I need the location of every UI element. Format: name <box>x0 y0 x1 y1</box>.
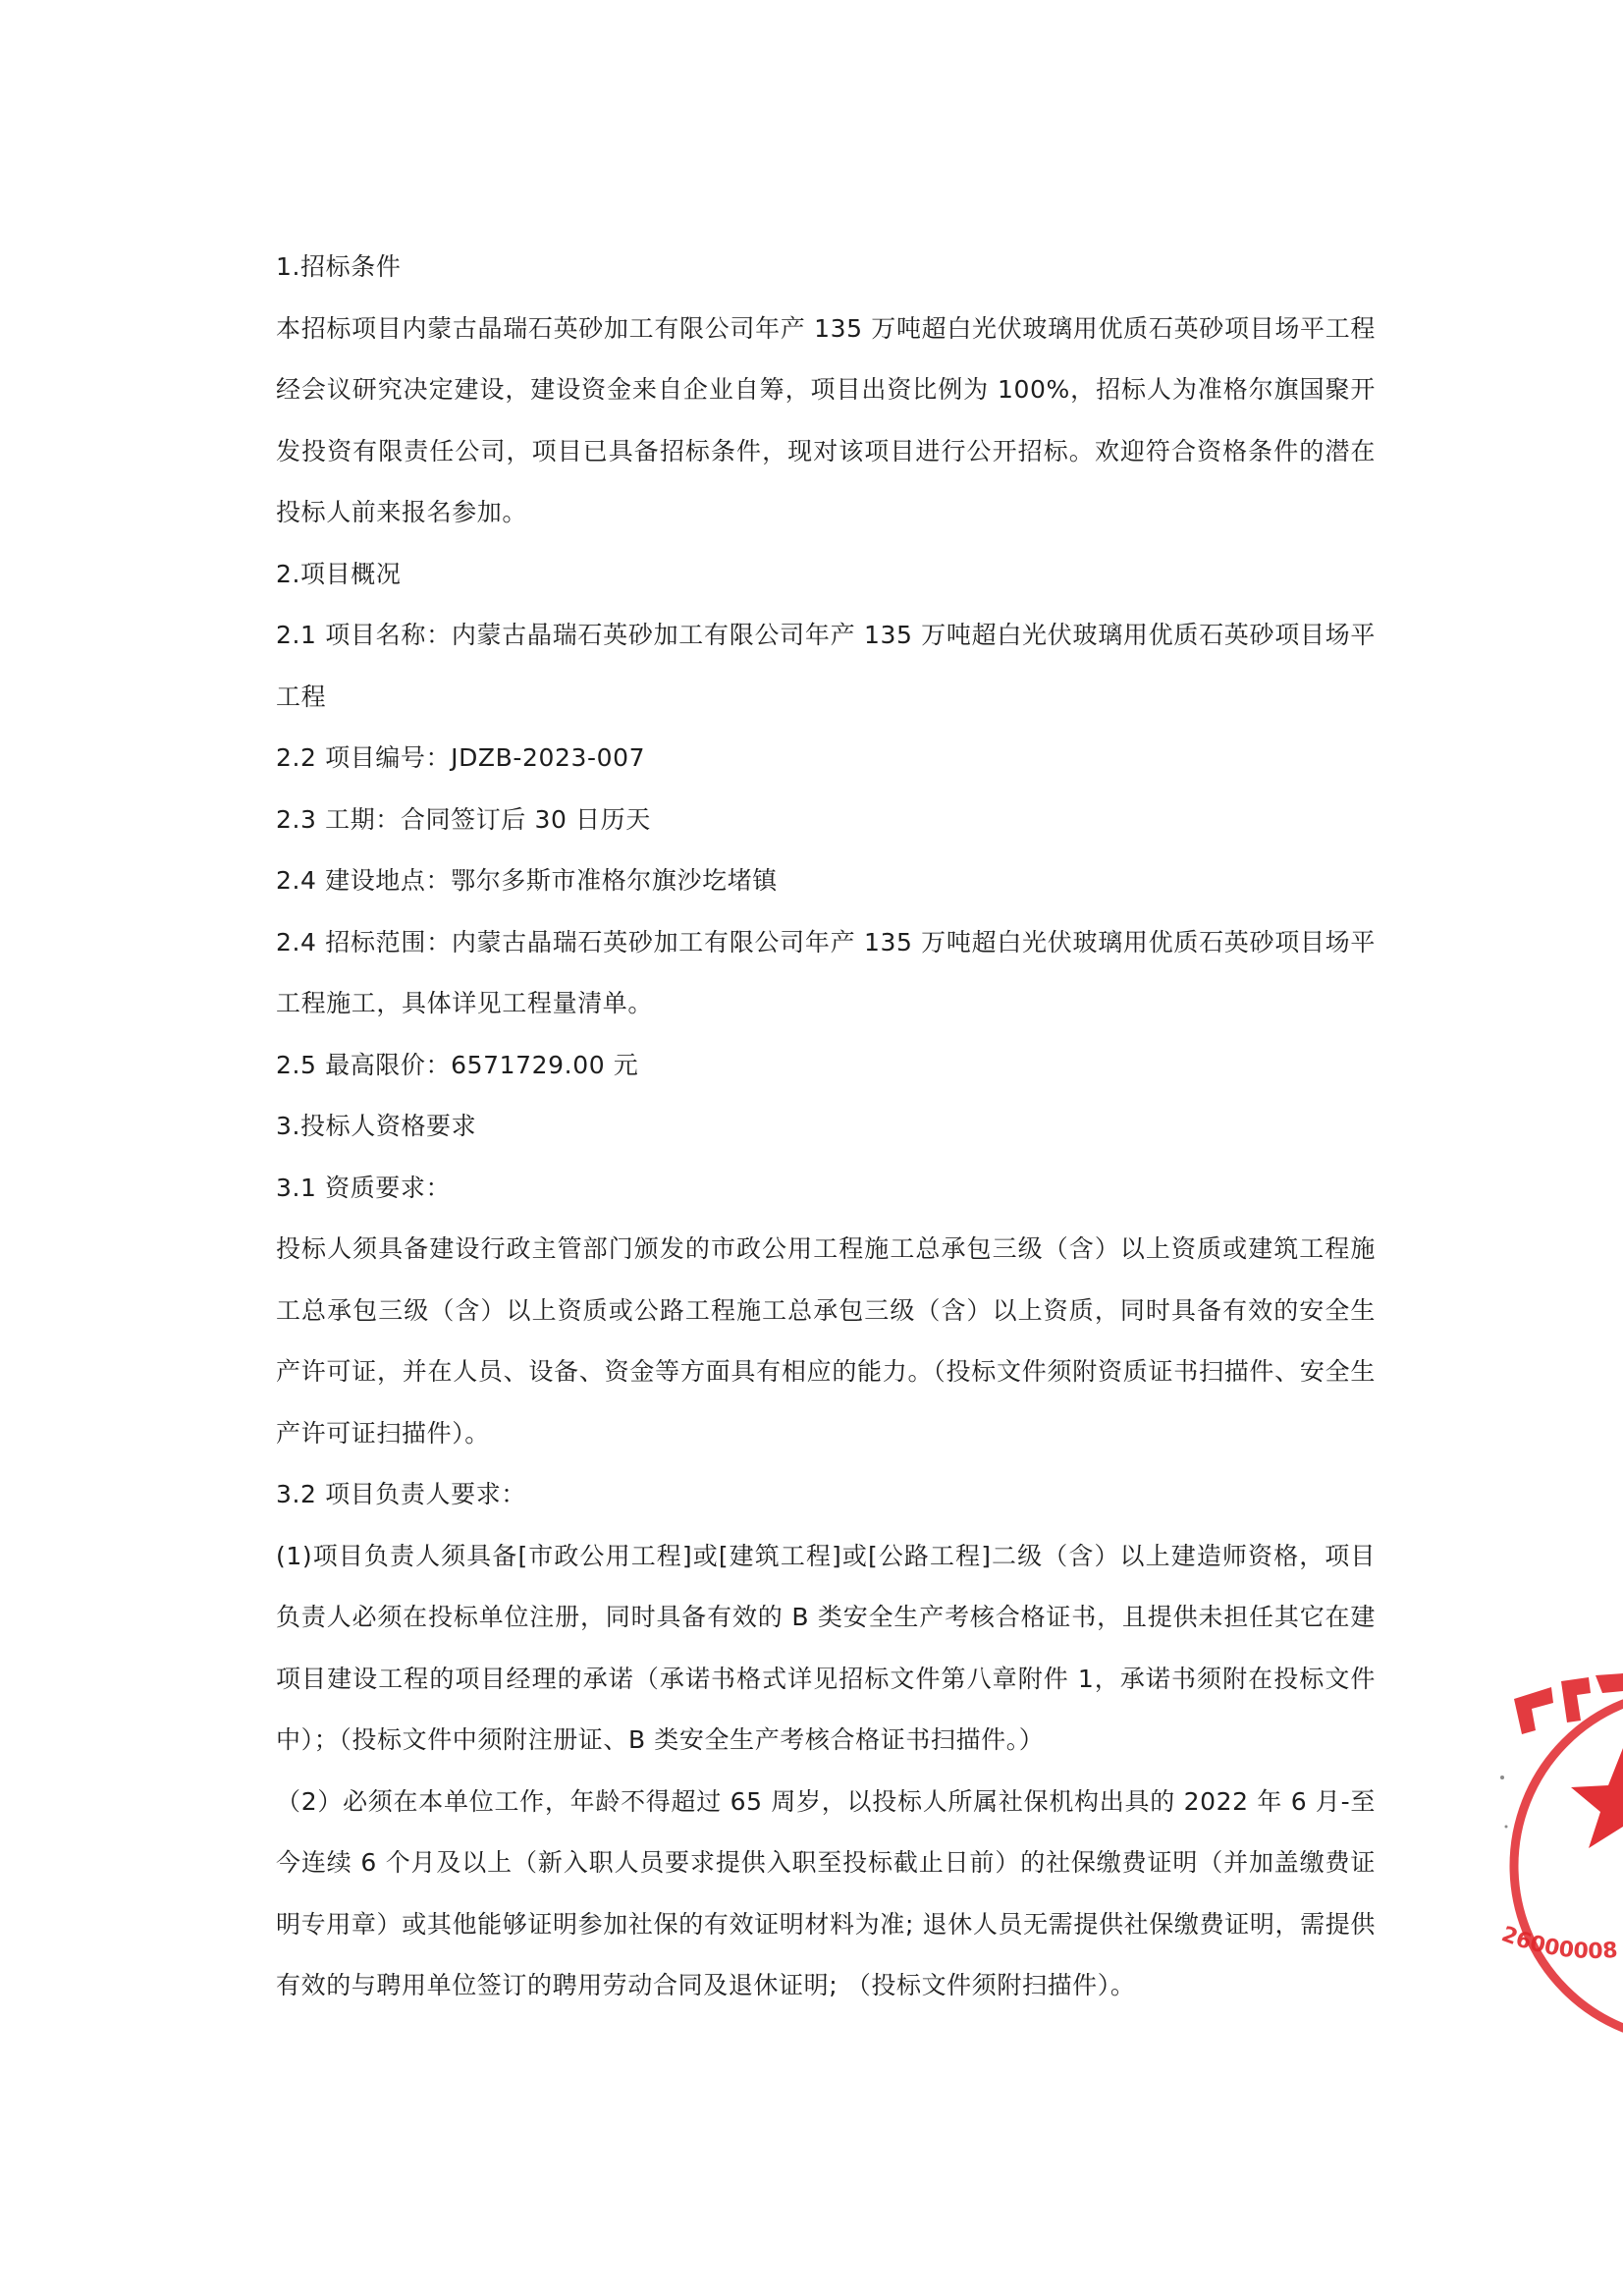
seal-star <box>1571 1748 1623 1848</box>
seal-number-text <box>1498 1922 1619 1964</box>
item-project-name: 2.1 项目名称：内蒙古晶瑞石英砂加工有限公司年产 135 万吨超白光伏玻璃用优质石英砂项目场平工程 <box>276 621 1376 711</box>
seal-speck <box>1505 1826 1508 1829</box>
item-project-number: 2.2 项目编号：JDZB-2023-007 <box>276 743 646 772</box>
item-qualification-heading: 3.1 资质要求： <box>276 1173 452 1202</box>
section-heading-3: 3.投标人资格要求 <box>276 1112 477 1140</box>
item-duration: 2.3 工期：合同签订后 30 日历天 <box>276 804 651 834</box>
paragraph-qualification: 投标人须具备建设行政主管部门颁发的市政公用工程施工总承包三级（含）以上资质或建筑工程施工总承包三级（含）以上资质或公路工程施工总承包三级（含）以上资质，同时具备有效的安全生产许可证，并在人员、设备、资金等方面具有相应的能力。（投标文件须附资质证书扫描件、安全生产许可证扫描件）。 <box>276 1234 1376 1448</box>
section-heading-1: 1.招标条件 <box>276 252 402 281</box>
item-price-limit: 2.5 最高限价：6571729.00 元 <box>276 1050 639 1079</box>
item-scope: 2.4 招标范围：内蒙古晶瑞石英砂加工有限公司年产 135 万吨超白光伏玻璃用优质石英砂项目场平工程施工，具体详见工程量清单。 <box>276 927 1376 1017</box>
partial-seal-stamp <box>1492 1669 1623 2043</box>
paragraph-manager-req-2: （2）必须在本单位工作，年龄不得超过 65 周岁，以投标人所属社保机构出具的 2022 年 6 月-至今连续 6 个月及以上（新入职人员要求提供入职至投标截止日前）的社保缴费证明（并加盖缴费证明专用章）或其他能够证明参加社保的有效证明材料为准; 退休人员无需提供社保缴费证明，需提供有效的与聘用单位签订的聘用劳动合同及退休证明; （投标文件须附扫描件）。 <box>276 1786 1376 1999</box>
document-body <box>276 237 1376 2017</box>
paragraph-manager-req-1: (1)项目负责人须具备[市政公用工程]或[建筑工程]或[公路工程]二级（含）以上建造师资格，项目负责人必须在投标单位注册，同时具备有效的 B 类安全生产考核合格证书，且提供未担任其它在建项目建设工程的项目经理的承诺（承诺书格式详见招标文件第八章附件 1，承诺书须附在投标文件中）；（投标文件中须附注册证、B 类安全生产考核合格证书扫描件。） <box>276 1541 1376 1754</box>
seal-glyph-top <box>1514 1673 1623 1734</box>
paragraph-tender-conditions: 本招标项目内蒙古晶瑞石英砂加工有限公司年产 135 万吨超白光伏玻璃用优质石英砂项目场平工程经会议研究决定建设，建设资金来自企业自筹，项目出资比例为 100%，招标人为准格尔旗国聚开发投资有限责任公司，项目已具备招标条件，现对该项目进行公开招标。欢迎符合资格条件的潜在投标人前来报名参加。 <box>276 313 1376 526</box>
seal-speck <box>1500 1776 1504 1779</box>
item-manager-heading: 3.2 项目负责人要求： <box>276 1480 526 1508</box>
seal-ring <box>1514 1691 1623 2041</box>
seal-number-path: 26000008 <box>1497 1922 1619 1965</box>
item-location: 2.4 建设地点：鄂尔多斯市准格尔旗沙圪堵镇 <box>276 866 778 895</box>
section-heading-2: 2.项目概况 <box>276 559 402 588</box>
